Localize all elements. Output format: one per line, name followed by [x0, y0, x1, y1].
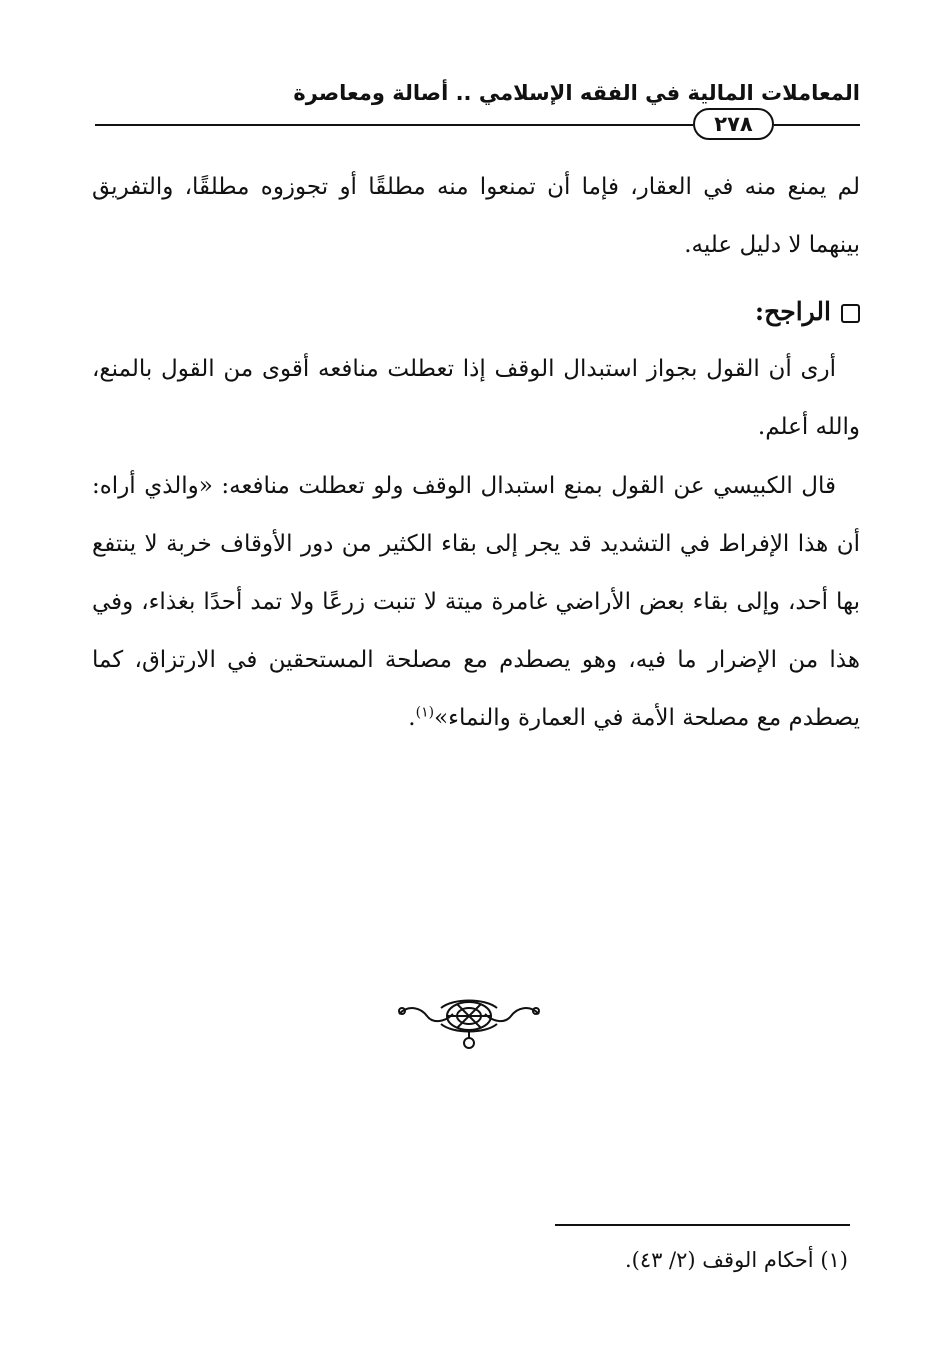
paragraph-1: لم يمنع منه في العقار، فإما أن تمنعوا منه مطلقًا أو تجوزوه مطلقًا، والتفريق بينهما لا دليل عليه.: [92, 174, 860, 258]
header-rule-right: [774, 124, 860, 126]
running-header-title: المعاملات المالية في الفقه الإسلامي .. أصالة ومعاصرة: [293, 81, 860, 105]
header-rule-left: [95, 124, 693, 126]
paragraph-3-end: .: [408, 705, 416, 731]
paragraph-2: أرى أن القول بجواز استبدال الوقف إذا تعطلت منافعه أقوى من القول بالمنع، والله أعلم.: [92, 356, 860, 440]
paragraph-3: [92, 457, 860, 747]
decorative-ornament-icon: [395, 994, 543, 1052]
section-heading-text: الراجح:: [754, 297, 831, 326]
footnote-separator: [555, 1224, 850, 1226]
footnote-reference: (١): [415, 704, 435, 721]
page-number-badge: ٢٧٨: [693, 108, 774, 140]
section-heading: [92, 292, 860, 332]
checkbox-square-icon: [841, 304, 860, 323]
paragraph-3-text: قال الكبيسي عن القول بمنع استبدال الوقف ولو تعطلت منافعه: «والذي أراه: أن هذا الإفراط في التشديد قد يجر إلى بقاء الكثير من دور الأوقاف خربة لا ينتفع بها أحد، وإلى بقاء بعض الأراضي غامرة ميتة لا تنبت زرعًا ولا تمد أحدًا بغذاء، وفي هذا من الإضرار ما فيه، وهو يصطدم مع مصلحة المستحقين في الارتزاق، كما يصطدم مع مصلحة الأمة في العمارة والنماء»: [92, 473, 860, 731]
footnote-1: (١) أحكام الوقف (٢/ ٤٣).: [624, 1248, 848, 1272]
